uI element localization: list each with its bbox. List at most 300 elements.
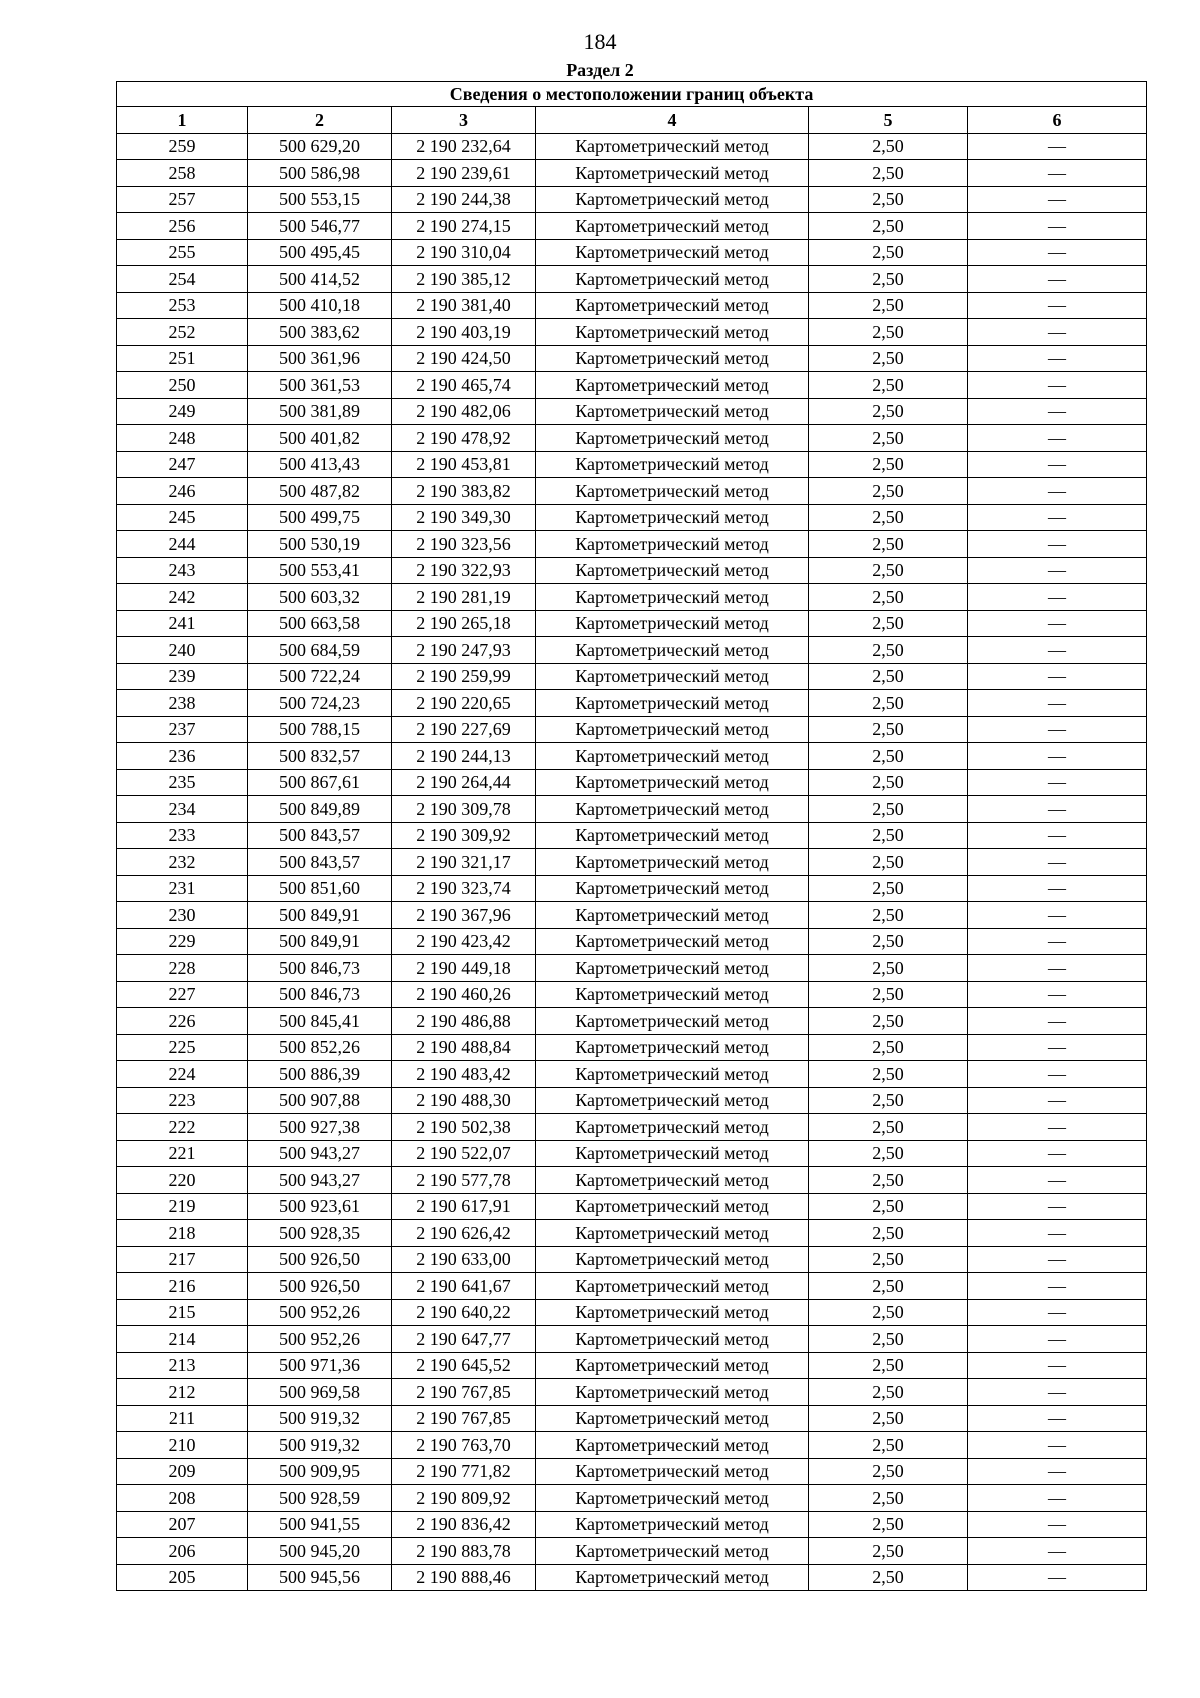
y-coordinate-cell: 2 190 322,93 xyxy=(392,557,536,584)
method-cell: Картометрический метод xyxy=(536,266,809,293)
description-cell: — xyxy=(968,1114,1147,1141)
method-cell: Картометрический метод xyxy=(536,822,809,849)
method-cell: Картометрический метод xyxy=(536,1352,809,1379)
table-row xyxy=(117,1114,1147,1141)
x-coordinate-cell: 500 971,36 xyxy=(248,1352,392,1379)
accuracy-cell: 2,50 xyxy=(809,160,968,187)
method-cell: Картометрический метод xyxy=(536,769,809,796)
table-row xyxy=(117,160,1147,187)
table-row xyxy=(117,981,1147,1008)
description-cell: — xyxy=(968,292,1147,319)
method-cell: Картометрический метод xyxy=(536,663,809,690)
accuracy-cell: 2,50 xyxy=(809,875,968,902)
table-row xyxy=(117,557,1147,584)
x-coordinate-cell: 500 361,53 xyxy=(248,372,392,399)
table-row xyxy=(117,425,1147,452)
description-cell: — xyxy=(968,1564,1147,1591)
description-cell: — xyxy=(968,504,1147,531)
accuracy-cell: 2,50 xyxy=(809,266,968,293)
description-cell: — xyxy=(968,557,1147,584)
point-number-cell: 209 xyxy=(117,1458,248,1485)
method-cell: Картометрический метод xyxy=(536,1193,809,1220)
x-coordinate-cell: 500 919,32 xyxy=(248,1432,392,1459)
table-row xyxy=(117,1458,1147,1485)
x-coordinate-cell: 500 629,20 xyxy=(248,133,392,160)
method-cell: Картометрический метод xyxy=(536,1538,809,1565)
table-row xyxy=(117,451,1147,478)
accuracy-cell: 2,50 xyxy=(809,1379,968,1406)
table-row xyxy=(117,1564,1147,1591)
x-coordinate-cell: 500 923,61 xyxy=(248,1193,392,1220)
y-coordinate-cell: 2 190 482,06 xyxy=(392,398,536,425)
accuracy-cell: 2,50 xyxy=(809,1299,968,1326)
description-cell: — xyxy=(968,1220,1147,1247)
x-coordinate-cell: 500 941,55 xyxy=(248,1511,392,1538)
method-cell: Картометрический метод xyxy=(536,345,809,372)
method-cell: Картометрический метод xyxy=(536,1087,809,1114)
x-coordinate-cell: 500 832,57 xyxy=(248,743,392,770)
y-coordinate-cell: 2 190 383,82 xyxy=(392,478,536,505)
description-cell: — xyxy=(968,1034,1147,1061)
accuracy-cell: 2,50 xyxy=(809,1564,968,1591)
x-coordinate-cell: 500 603,32 xyxy=(248,584,392,611)
x-coordinate-cell: 500 849,89 xyxy=(248,796,392,823)
method-cell: Картометрический метод xyxy=(536,955,809,982)
table-row xyxy=(117,504,1147,531)
x-coordinate-cell: 500 413,43 xyxy=(248,451,392,478)
accuracy-cell: 2,50 xyxy=(809,1405,968,1432)
method-cell: Картометрический метод xyxy=(536,531,809,558)
description-cell: — xyxy=(968,822,1147,849)
y-coordinate-cell: 2 190 423,42 xyxy=(392,928,536,955)
y-coordinate-cell: 2 190 264,44 xyxy=(392,769,536,796)
section-title: Раздел 2 xyxy=(566,60,634,80)
x-coordinate-cell: 500 553,15 xyxy=(248,186,392,213)
point-number-cell: 213 xyxy=(117,1352,248,1379)
accuracy-cell: 2,50 xyxy=(809,716,968,743)
column-header-5: 5 xyxy=(809,107,968,134)
accuracy-cell: 2,50 xyxy=(809,1326,968,1353)
x-coordinate-cell: 500 926,50 xyxy=(248,1273,392,1300)
description-cell: — xyxy=(968,372,1147,399)
point-number-cell: 208 xyxy=(117,1485,248,1512)
accuracy-cell: 2,50 xyxy=(809,1485,968,1512)
y-coordinate-cell: 2 190 309,78 xyxy=(392,796,536,823)
method-cell: Картометрический метод xyxy=(536,504,809,531)
accuracy-cell: 2,50 xyxy=(809,478,968,505)
x-coordinate-cell: 500 684,59 xyxy=(248,637,392,664)
accuracy-cell: 2,50 xyxy=(809,213,968,240)
x-coordinate-cell: 500 495,45 xyxy=(248,239,392,266)
table-row xyxy=(117,531,1147,558)
y-coordinate-cell: 2 190 385,12 xyxy=(392,266,536,293)
accuracy-cell: 2,50 xyxy=(809,849,968,876)
description-cell: — xyxy=(968,1485,1147,1512)
method-cell: Картометрический метод xyxy=(536,213,809,240)
y-coordinate-cell: 2 190 483,42 xyxy=(392,1061,536,1088)
x-coordinate-cell: 500 546,77 xyxy=(248,213,392,240)
x-coordinate-cell: 500 886,39 xyxy=(248,1061,392,1088)
accuracy-cell: 2,50 xyxy=(809,610,968,637)
x-coordinate-cell: 500 663,58 xyxy=(248,610,392,637)
x-coordinate-cell: 500 383,62 xyxy=(248,319,392,346)
description-cell: — xyxy=(968,1405,1147,1432)
point-number-cell: 212 xyxy=(117,1379,248,1406)
method-cell: Картометрический метод xyxy=(536,133,809,160)
accuracy-cell: 2,50 xyxy=(809,743,968,770)
table-row xyxy=(117,239,1147,266)
accuracy-cell: 2,50 xyxy=(809,1140,968,1167)
method-cell: Картометрический метод xyxy=(536,1458,809,1485)
method-cell: Картометрический метод xyxy=(536,292,809,319)
table-row xyxy=(117,266,1147,293)
y-coordinate-cell: 2 190 244,13 xyxy=(392,743,536,770)
accuracy-cell: 2,50 xyxy=(809,1167,968,1194)
point-number-cell: 243 xyxy=(117,557,248,584)
accuracy-cell: 2,50 xyxy=(809,398,968,425)
method-cell: Картометрический метод xyxy=(536,637,809,664)
point-number-cell: 254 xyxy=(117,266,248,293)
y-coordinate-cell: 2 190 488,84 xyxy=(392,1034,536,1061)
table-row xyxy=(117,1087,1147,1114)
y-coordinate-cell: 2 190 220,65 xyxy=(392,690,536,717)
accuracy-cell: 2,50 xyxy=(809,1246,968,1273)
table-row xyxy=(117,1352,1147,1379)
y-coordinate-cell: 2 190 478,92 xyxy=(392,425,536,452)
table-row xyxy=(117,1485,1147,1512)
method-cell: Картометрический метод xyxy=(536,1511,809,1538)
method-cell: Картометрический метод xyxy=(536,239,809,266)
point-number-cell: 247 xyxy=(117,451,248,478)
y-coordinate-cell: 2 190 488,30 xyxy=(392,1087,536,1114)
point-number-cell: 258 xyxy=(117,160,248,187)
accuracy-cell: 2,50 xyxy=(809,1538,968,1565)
description-cell: — xyxy=(968,1379,1147,1406)
description-cell: — xyxy=(968,239,1147,266)
point-number-cell: 255 xyxy=(117,239,248,266)
point-number-cell: 244 xyxy=(117,531,248,558)
table-caption-row xyxy=(117,82,1147,107)
description-cell: — xyxy=(968,610,1147,637)
table-row xyxy=(117,875,1147,902)
point-number-cell: 245 xyxy=(117,504,248,531)
x-coordinate-cell: 500 724,23 xyxy=(248,690,392,717)
description-cell: — xyxy=(968,266,1147,293)
x-coordinate-cell: 500 722,24 xyxy=(248,663,392,690)
accuracy-cell: 2,50 xyxy=(809,292,968,319)
accuracy-cell: 2,50 xyxy=(809,796,968,823)
method-cell: Картометрический метод xyxy=(536,425,809,452)
method-cell: Картометрический метод xyxy=(536,1432,809,1459)
description-cell: — xyxy=(968,1140,1147,1167)
method-cell: Картометрический метод xyxy=(536,186,809,213)
point-number-cell: 251 xyxy=(117,345,248,372)
y-coordinate-cell: 2 190 367,96 xyxy=(392,902,536,929)
description-cell: — xyxy=(968,531,1147,558)
accuracy-cell: 2,50 xyxy=(809,557,968,584)
accuracy-cell: 2,50 xyxy=(809,1432,968,1459)
description-cell: — xyxy=(968,1511,1147,1538)
method-cell: Картометрический метод xyxy=(536,1564,809,1591)
method-cell: Картометрический метод xyxy=(536,1140,809,1167)
y-coordinate-cell: 2 190 809,92 xyxy=(392,1485,536,1512)
x-coordinate-cell: 500 867,61 xyxy=(248,769,392,796)
y-coordinate-cell: 2 190 836,42 xyxy=(392,1511,536,1538)
description-cell: — xyxy=(968,902,1147,929)
point-number-cell: 235 xyxy=(117,769,248,796)
description-cell: — xyxy=(968,955,1147,982)
y-coordinate-cell: 2 190 767,85 xyxy=(392,1379,536,1406)
point-number-cell: 241 xyxy=(117,610,248,637)
y-coordinate-cell: 2 190 633,00 xyxy=(392,1246,536,1273)
description-cell: — xyxy=(968,1087,1147,1114)
table-row xyxy=(117,1061,1147,1088)
method-cell: Картометрический метод xyxy=(536,716,809,743)
description-cell: — xyxy=(968,1432,1147,1459)
x-coordinate-cell: 500 846,73 xyxy=(248,981,392,1008)
point-number-cell: 228 xyxy=(117,955,248,982)
point-number-cell: 239 xyxy=(117,663,248,690)
x-coordinate-cell: 500 849,91 xyxy=(248,902,392,929)
table-row xyxy=(117,822,1147,849)
method-cell: Картометрический метод xyxy=(536,1379,809,1406)
method-cell: Картометрический метод xyxy=(536,928,809,955)
point-number-cell: 221 xyxy=(117,1140,248,1167)
method-cell: Картометрический метод xyxy=(536,372,809,399)
description-cell: — xyxy=(968,1273,1147,1300)
table-row xyxy=(117,716,1147,743)
point-number-cell: 238 xyxy=(117,690,248,717)
method-cell: Картометрический метод xyxy=(536,557,809,584)
accuracy-cell: 2,50 xyxy=(809,584,968,611)
description-cell: — xyxy=(968,769,1147,796)
column-header-1: 1 xyxy=(117,107,248,134)
point-number-cell: 248 xyxy=(117,425,248,452)
x-coordinate-cell: 500 414,52 xyxy=(248,266,392,293)
y-coordinate-cell: 2 190 640,22 xyxy=(392,1299,536,1326)
y-coordinate-cell: 2 190 453,81 xyxy=(392,451,536,478)
x-coordinate-cell: 500 530,19 xyxy=(248,531,392,558)
point-number-cell: 217 xyxy=(117,1246,248,1273)
table-row xyxy=(117,1538,1147,1565)
accuracy-cell: 2,50 xyxy=(809,1352,968,1379)
point-number-cell: 218 xyxy=(117,1220,248,1247)
point-number-cell: 225 xyxy=(117,1034,248,1061)
point-number-cell: 206 xyxy=(117,1538,248,1565)
accuracy-cell: 2,50 xyxy=(809,822,968,849)
point-number-cell: 253 xyxy=(117,292,248,319)
x-coordinate-cell: 500 952,26 xyxy=(248,1326,392,1353)
column-header-6: 6 xyxy=(968,107,1147,134)
x-coordinate-cell: 500 788,15 xyxy=(248,716,392,743)
method-cell: Картометрический метод xyxy=(536,1246,809,1273)
point-number-cell: 234 xyxy=(117,796,248,823)
x-coordinate-cell: 500 553,41 xyxy=(248,557,392,584)
accuracy-cell: 2,50 xyxy=(809,663,968,690)
point-number-cell: 205 xyxy=(117,1564,248,1591)
description-cell: — xyxy=(968,849,1147,876)
description-cell: — xyxy=(968,1538,1147,1565)
y-coordinate-cell: 2 190 323,56 xyxy=(392,531,536,558)
point-number-cell: 246 xyxy=(117,478,248,505)
x-coordinate-cell: 500 952,26 xyxy=(248,1299,392,1326)
table-row xyxy=(117,133,1147,160)
point-number-cell: 259 xyxy=(117,133,248,160)
accuracy-cell: 2,50 xyxy=(809,451,968,478)
table-row xyxy=(117,1405,1147,1432)
accuracy-cell: 2,50 xyxy=(809,1061,968,1088)
description-cell: — xyxy=(968,1326,1147,1353)
y-coordinate-cell: 2 190 763,70 xyxy=(392,1432,536,1459)
table-row xyxy=(117,1273,1147,1300)
x-coordinate-cell: 500 843,57 xyxy=(248,849,392,876)
accuracy-cell: 2,50 xyxy=(809,372,968,399)
y-coordinate-cell: 2 190 381,40 xyxy=(392,292,536,319)
accuracy-cell: 2,50 xyxy=(809,345,968,372)
y-coordinate-cell: 2 190 647,77 xyxy=(392,1326,536,1353)
accuracy-cell: 2,50 xyxy=(809,981,968,1008)
y-coordinate-cell: 2 190 767,85 xyxy=(392,1405,536,1432)
x-coordinate-cell: 500 381,89 xyxy=(248,398,392,425)
method-cell: Картометрический метод xyxy=(536,398,809,425)
point-number-cell: 216 xyxy=(117,1273,248,1300)
table-row xyxy=(117,1193,1147,1220)
accuracy-cell: 2,50 xyxy=(809,1087,968,1114)
point-number-cell: 226 xyxy=(117,1008,248,1035)
point-number-cell: 210 xyxy=(117,1432,248,1459)
description-cell: — xyxy=(968,663,1147,690)
method-cell: Картометрический метод xyxy=(536,690,809,717)
table-row xyxy=(117,584,1147,611)
accuracy-cell: 2,50 xyxy=(809,133,968,160)
description-cell: — xyxy=(968,425,1147,452)
table-row xyxy=(117,928,1147,955)
y-coordinate-cell: 2 190 265,18 xyxy=(392,610,536,637)
accuracy-cell: 2,50 xyxy=(809,769,968,796)
x-coordinate-cell: 500 849,91 xyxy=(248,928,392,955)
table-row xyxy=(117,690,1147,717)
column-header-2: 2 xyxy=(248,107,392,134)
y-coordinate-cell: 2 190 310,04 xyxy=(392,239,536,266)
accuracy-cell: 2,50 xyxy=(809,1114,968,1141)
accuracy-cell: 2,50 xyxy=(809,928,968,955)
method-cell: Картометрический метод xyxy=(536,451,809,478)
description-cell: — xyxy=(968,743,1147,770)
x-coordinate-cell: 500 361,96 xyxy=(248,345,392,372)
x-coordinate-cell: 500 907,88 xyxy=(248,1087,392,1114)
method-cell: Картометрический метод xyxy=(536,1034,809,1061)
description-cell: — xyxy=(968,213,1147,240)
table-row xyxy=(117,902,1147,929)
point-number-cell: 219 xyxy=(117,1193,248,1220)
description-cell: — xyxy=(968,1299,1147,1326)
point-number-cell: 252 xyxy=(117,319,248,346)
method-cell: Картометрический метод xyxy=(536,1485,809,1512)
accuracy-cell: 2,50 xyxy=(809,504,968,531)
table-row xyxy=(117,213,1147,240)
table-row xyxy=(117,292,1147,319)
method-cell: Картометрический метод xyxy=(536,1326,809,1353)
method-cell: Картометрический метод xyxy=(536,1061,809,1088)
accuracy-cell: 2,50 xyxy=(809,186,968,213)
description-cell: — xyxy=(968,981,1147,1008)
y-coordinate-cell: 2 190 577,78 xyxy=(392,1167,536,1194)
method-cell: Картометрический метод xyxy=(536,584,809,611)
y-coordinate-cell: 2 190 460,26 xyxy=(392,981,536,1008)
point-number-cell: 222 xyxy=(117,1114,248,1141)
description-cell: — xyxy=(968,451,1147,478)
x-coordinate-cell: 500 926,50 xyxy=(248,1246,392,1273)
y-coordinate-cell: 2 190 486,88 xyxy=(392,1008,536,1035)
page-number: 184 xyxy=(583,29,617,54)
description-cell: — xyxy=(968,796,1147,823)
description-cell: — xyxy=(968,1167,1147,1194)
x-coordinate-cell: 500 945,20 xyxy=(248,1538,392,1565)
y-coordinate-cell: 2 190 321,17 xyxy=(392,849,536,876)
accuracy-cell: 2,50 xyxy=(809,1511,968,1538)
table-row xyxy=(117,345,1147,372)
accuracy-cell: 2,50 xyxy=(809,1034,968,1061)
description-cell: — xyxy=(968,478,1147,505)
point-number-cell: 223 xyxy=(117,1087,248,1114)
table-row xyxy=(117,398,1147,425)
method-cell: Картометрический метод xyxy=(536,796,809,823)
table-row xyxy=(117,796,1147,823)
y-coordinate-cell: 2 190 502,38 xyxy=(392,1114,536,1141)
table-row xyxy=(117,663,1147,690)
y-coordinate-cell: 2 190 274,15 xyxy=(392,213,536,240)
y-coordinate-cell: 2 190 617,91 xyxy=(392,1193,536,1220)
method-cell: Картометрический метод xyxy=(536,981,809,1008)
method-cell: Картометрический метод xyxy=(536,743,809,770)
x-coordinate-cell: 500 843,57 xyxy=(248,822,392,849)
table-row xyxy=(117,319,1147,346)
table-row xyxy=(117,1379,1147,1406)
table-row xyxy=(117,1140,1147,1167)
y-coordinate-cell: 2 190 465,74 xyxy=(392,372,536,399)
description-cell: — xyxy=(968,133,1147,160)
point-number-cell: 249 xyxy=(117,398,248,425)
table-row xyxy=(117,1246,1147,1273)
table-row xyxy=(117,1326,1147,1353)
y-coordinate-cell: 2 190 403,19 xyxy=(392,319,536,346)
accuracy-cell: 2,50 xyxy=(809,239,968,266)
point-number-cell: 231 xyxy=(117,875,248,902)
accuracy-cell: 2,50 xyxy=(809,531,968,558)
table-row xyxy=(117,478,1147,505)
method-cell: Картометрический метод xyxy=(536,610,809,637)
x-coordinate-cell: 500 845,41 xyxy=(248,1008,392,1035)
point-number-cell: 227 xyxy=(117,981,248,1008)
table-row xyxy=(117,1432,1147,1459)
accuracy-cell: 2,50 xyxy=(809,637,968,664)
x-coordinate-cell: 500 927,38 xyxy=(248,1114,392,1141)
description-cell: — xyxy=(968,584,1147,611)
y-coordinate-cell: 2 190 771,82 xyxy=(392,1458,536,1485)
x-coordinate-cell: 500 909,95 xyxy=(248,1458,392,1485)
point-number-cell: 240 xyxy=(117,637,248,664)
column-header-3: 3 xyxy=(392,107,536,134)
table-row xyxy=(117,1008,1147,1035)
point-number-cell: 220 xyxy=(117,1167,248,1194)
method-cell: Картометрический метод xyxy=(536,1220,809,1247)
y-coordinate-cell: 2 190 239,61 xyxy=(392,160,536,187)
y-coordinate-cell: 2 190 227,69 xyxy=(392,716,536,743)
x-coordinate-cell: 500 943,27 xyxy=(248,1140,392,1167)
method-cell: Картометрический метод xyxy=(536,875,809,902)
point-number-cell: 224 xyxy=(117,1061,248,1088)
table-body xyxy=(117,133,1147,1591)
